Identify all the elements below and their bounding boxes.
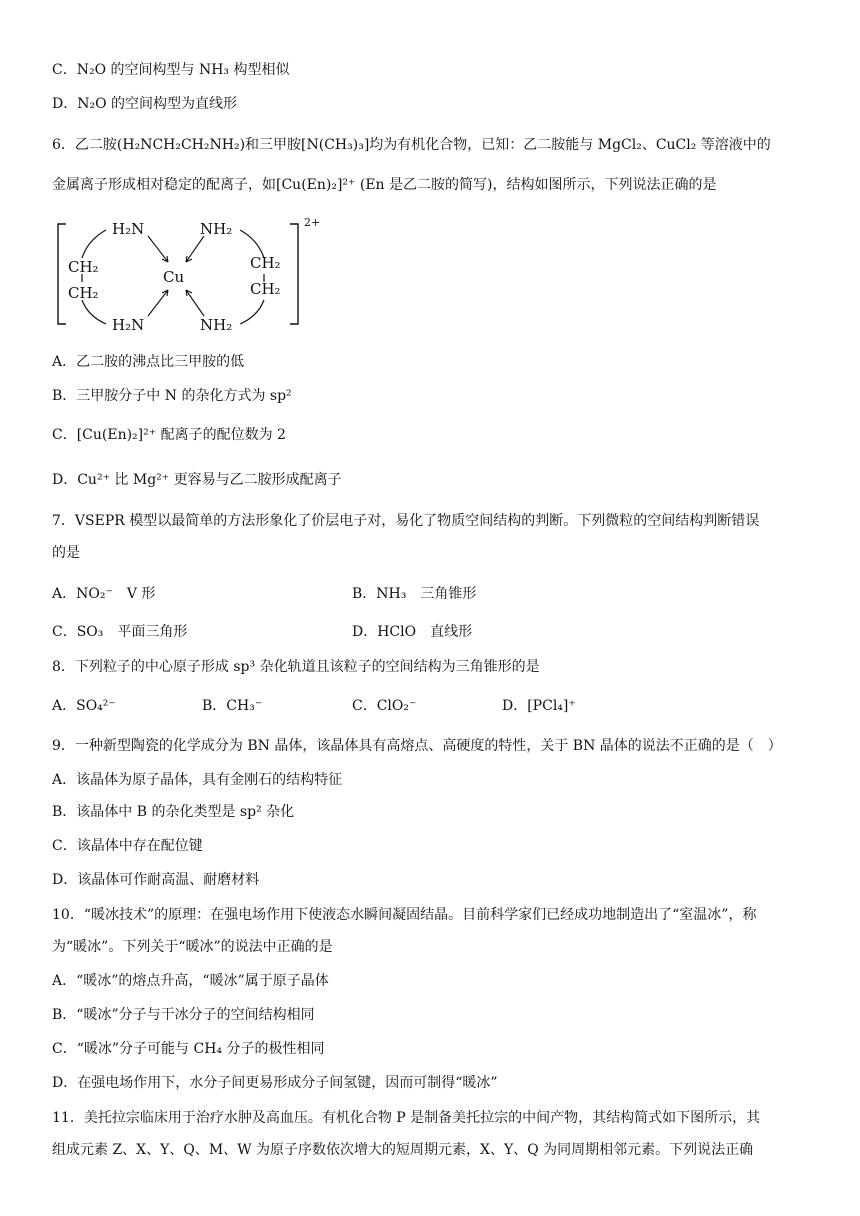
q10-option-c: C．“暖冰”分子可能与 CH₄ 分子的极性相同 <box>52 1041 325 1057</box>
q9-option-d: D．该晶体可作耐高温、耐磨材料 <box>52 872 260 888</box>
q7-option-c: C．SO₃ 平面三角形 <box>52 624 188 640</box>
q6-stem-line2: 金属离子形成相对稳定的配离子，如[Cu(En)₂]²⁺ (En 是乙二胺的简写)，结构如图所示，下列说法正确的是 <box>52 177 717 193</box>
q9-option-c: C．该晶体中存在配位键 <box>52 838 203 854</box>
q8-option-b: B．CH₃⁻ <box>202 698 263 714</box>
q10-option-b: B．“暖冰”分子与干冰分子的空间结构相同 <box>52 1007 315 1023</box>
q6-option-a: A．乙二胺的沸点比三甲胺的低 <box>52 354 245 370</box>
q8-stem: 8．下列粒子的中心原子形成 sp³ 杂化轨道且该粒子的空间结构为三角锥形的是 <box>52 659 540 675</box>
q8-option-c: C．ClO₂⁻ <box>352 698 417 714</box>
q7-stem-line1: 7．VSEPR 模型以最简单的方法形象化了价层电子对，易化了物质空间结构的判断。下列微粒的空间结构判断错误 <box>52 513 760 529</box>
q10-option-d: D．在强电场作用下，水分子间更易形成分子间氢键，因而可制得“暖冰” <box>52 1075 498 1091</box>
q7-option-a: A．NO₂⁻ V 形 <box>52 586 156 602</box>
q10-stem-line2: 为“暖冰”。下列关于“暖冰”的说法中正确的是 <box>52 939 333 955</box>
cu-en-complex-structure <box>50 212 350 340</box>
q11-stem-line1: 11．美托拉宗临床用于治疗水肿及高血压。有机化合物 P 是制备美托拉宗的中间产物，其结构简式如下图所示，其 <box>52 1110 761 1126</box>
struct-bottom-right-amine: NH₂ <box>200 316 233 334</box>
q6-option-d: D．Cu²⁺ 比 Mg²⁺ 更容易与乙二胺形成配离子 <box>52 472 342 488</box>
q9-option-b: B．该晶体中 B 的杂化类型是 sp² 杂化 <box>52 804 295 820</box>
q8-option-a: A．SO₄²⁻ <box>52 698 116 714</box>
q5-option-d: D．N₂O 的空间构型为直线形 <box>52 96 238 112</box>
struct-right-upper-ch2: CH₂ <box>250 254 281 272</box>
q7-stem-line2: 的是 <box>52 545 80 561</box>
q9-option-a: A．该晶体为原子晶体，具有金刚石的结构特征 <box>52 772 343 788</box>
q8-option-d: D．[PCl₄]⁺ <box>502 698 576 714</box>
q6-option-c: C．[Cu(En)₂]²⁺ 配离子的配位数为 2 <box>52 427 286 443</box>
q6-option-b: B．三甲胺分子中 N 的杂化方式为 sp² <box>52 388 292 404</box>
q7-option-b: B．NH₃ 三角锥形 <box>352 586 477 602</box>
q6-stem-line1: 6．乙二胺(H₂NCH₂CH₂NH₂)和三甲胺[N(CH₃)₃]均为有机化合物，已知：乙二胺能与 MgCl₂、CuCl₂ 等溶液中的 <box>52 137 771 153</box>
struct-top-right-amine: NH₂ <box>200 220 233 238</box>
q10-option-a: A．“暖冰”的熔点升高，“暖冰”属于原子晶体 <box>52 973 329 989</box>
q10-stem-line1: 10．“暖冰技术”的原理：在强电场作用下使液态水瞬间凝固结晶。目前科学家们已经成功地制造出了“室温冰”，称 <box>52 907 757 923</box>
q7-option-d: D．HClO 直线形 <box>352 624 473 640</box>
q9-stem: 9．一种新型陶瓷的化学成分为 BN 晶体，该晶体具有高熔点、高硬度的特性，关于 BN 晶体的说法不正确的是（ ） <box>52 738 782 754</box>
struct-left-upper-ch2: CH₂ <box>68 258 99 276</box>
struct-charge: 2+ <box>304 216 321 229</box>
q11-stem-line2: 组成元素 Z、X、Y、Q、M、W 为原子序数依次增大的短周期元素，X、Y、Q 为同周期相邻元素。下列说法正确 <box>52 1142 754 1158</box>
struct-top-left-amine: H₂N <box>112 220 145 238</box>
struct-bottom-left-amine: H₂N <box>112 316 145 334</box>
q5-option-c: C．N₂O 的空间构型与 NH₃ 构型相似 <box>52 62 290 78</box>
struct-copper-center: Cu <box>163 268 185 286</box>
struct-right-lower-ch2: CH₂ <box>250 280 281 298</box>
struct-left-lower-ch2: CH₂ <box>68 284 99 302</box>
